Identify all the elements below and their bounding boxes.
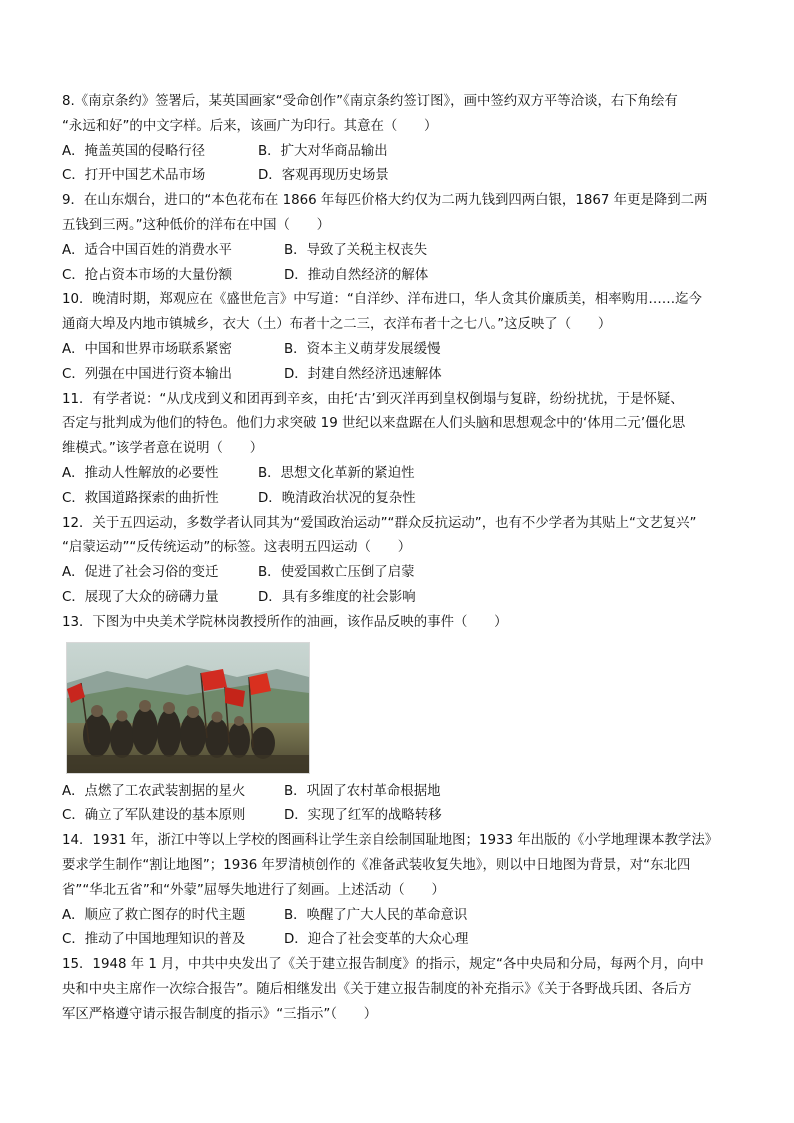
option-c[interactable]: C．推动了中国地理知识的普及 [62,932,246,948]
option-b[interactable]: B．扩大对华商品输出 [258,143,388,159]
option-row [62,586,738,611]
option-row [62,804,738,829]
option-row [62,928,738,953]
option-row [62,561,738,586]
option-c[interactable]: C．打开中国艺术品市场 [62,168,206,184]
option-row [62,363,738,388]
option-a[interactable]: A．顺应了救亡图存的时代主题 [62,907,246,923]
question-stem-line: 五钱到三两。”这种低价的洋布在中国（ ） [62,217,331,233]
option-a[interactable]: A．掩盖英国的侵略行径 [62,143,206,159]
question-stem-line: 央和中央主席作一次综合报告”。随后相继发出《关于建立报告制度的补充指示》《关于各野战兵团、各后方 [62,981,692,997]
question-11 [62,388,738,512]
option-c[interactable]: C．列强在中国进行资本输出 [62,366,233,382]
option-a[interactable]: A．点燃了工农武装割据的星火 [62,783,246,799]
option-b[interactable]: B．巩固了农村革命根据地 [284,783,441,799]
question-stem-line: 维模式。”该学者意在说明（ ） [62,441,264,457]
question-stem-line: 13．下图为中央美术学院林岗教授所作的油画，该作品反映的事件（ ） [62,614,508,630]
question-stem-line: 10．晚清时期，郑观应在《盛世危言》中写道：“自洋纱、洋布进口，华人贪其价廉质美，相率购用……迄今 [62,292,702,308]
option-a[interactable]: A．适合中国百姓的消费水平 [62,242,232,258]
option-row [62,164,738,189]
option-row [62,140,738,165]
option-b[interactable]: B．唤醒了广大人民的革命意识 [284,907,468,923]
option-a[interactable]: A．促进了社会习俗的变迁 [62,565,219,581]
option-d[interactable]: D．晚清政治状况的复杂性 [258,490,416,506]
option-c[interactable]: C．确立了军队建设的基本原则 [62,808,246,824]
question-stem-line: 通商大埠及内地市镇城乡，衣大（土）布者十之二三，衣洋布者十之七八。”这反映了（ ） [62,317,612,333]
option-b[interactable]: B．资本主义萌芽发展缓慢 [284,341,441,357]
option-c[interactable]: C．救国道路探索的曲折性 [62,490,219,506]
question-8 [62,90,738,189]
question-12 [62,512,738,611]
option-d[interactable]: D．客观再现历史场景 [258,168,389,184]
question-stem-line: 省”“华北五省”和“外蒙”屈辱失地进行了刻画。上述活动（ ） [62,882,445,898]
option-d[interactable]: D．推动自然经济的解体 [284,267,429,283]
option-b[interactable]: B．导致了关税主权丧失 [284,242,428,258]
question-13 [62,611,738,829]
question-stem-line: 否定与批判成为他们的特色。他们力求突破 19 世纪以来盘踞在人们头脑和思想观念中的‘体用二元’僵化思 [62,416,686,432]
question-stem-line: 8.《南京条约》签署后，某英国画家“受命创作”《南京条约签订图》，画中签约双方平等洽谈，右下角绘有 [62,94,678,109]
option-b[interactable]: B．思想文化革新的紧迫性 [258,465,415,481]
option-row [62,239,738,264]
question-stem-line: 12．关于五四运动，多数学者认同其为“爱国政治运动”“群众反抗运动”，也有不少学者为其贴上“文艺复兴” [62,515,697,531]
question-stem-line: 15．1948 年 1 月，中共中央发出了《关于建立报告制度》的指示，规定“各中央局和分局，每两个月，向中 [62,957,704,973]
question-stem-line: 11．有学者说：“从戊戌到义和团再到辛亥，由托‘古’到灭洋再到皇权倒塌与复辟，纷纷扰扰，于是怀疑、 [62,391,684,407]
question-15 [62,953,738,1027]
option-b[interactable]: B．使爱国救亡压倒了启蒙 [258,565,415,581]
question-stem-line: 要求学生制作“割让地图”；1936 年罗清桢创作的《准备武装收复失地》，则以中日地图为背景，对“东北四 [62,857,691,873]
option-c[interactable]: C．展现了大众的磅礴力量 [62,589,219,605]
question-stem-line: 14．1931 年，浙江中等以上学校的图画科让学生亲自绘制国耻地图；1933 年出版的《小学地理课本教学法》 [62,833,719,849]
option-d[interactable]: D．实现了红军的战略转移 [284,808,442,824]
question-stem-line: 军区严格遵守请示报告制度的指示》“三指示”（ ） [62,1006,378,1022]
question-10 [62,288,738,387]
question-stem-line: “永远和好”的中文字样。后来，该画广为印行。其意在（ ） [62,118,438,134]
question-14 [62,829,738,953]
question-stem-line: 9．在山东烟台，进口的“本色花布在 1866 年每匹价格大约仅为二两九钱到四两白银，1867 年更是降到二两 [62,193,708,209]
option-row [62,462,738,487]
oil-painting-figure [66,642,310,774]
option-a[interactable]: A．中国和世界市场联系紧密 [62,341,232,357]
question-list [62,90,738,1028]
option-row [62,487,738,512]
option-row [62,338,738,363]
option-d[interactable]: D．迎合了社会变革的大众心理 [284,932,469,948]
option-a[interactable]: A．推动人性解放的必要性 [62,465,219,481]
option-row [62,264,738,289]
option-row [62,780,738,805]
option-d[interactable]: D．具有多维度的社会影响 [258,589,416,605]
oil-painting-image [67,643,309,773]
option-c[interactable]: C．抢占资本市场的大量份额 [62,267,233,283]
option-d[interactable]: D．封建自然经济迅速解体 [284,366,442,382]
question-9 [62,189,738,288]
option-row [62,904,738,929]
question-stem-line: “启蒙运动”“反传统运动”的标签。这表明五四运动（ ） [62,540,412,556]
